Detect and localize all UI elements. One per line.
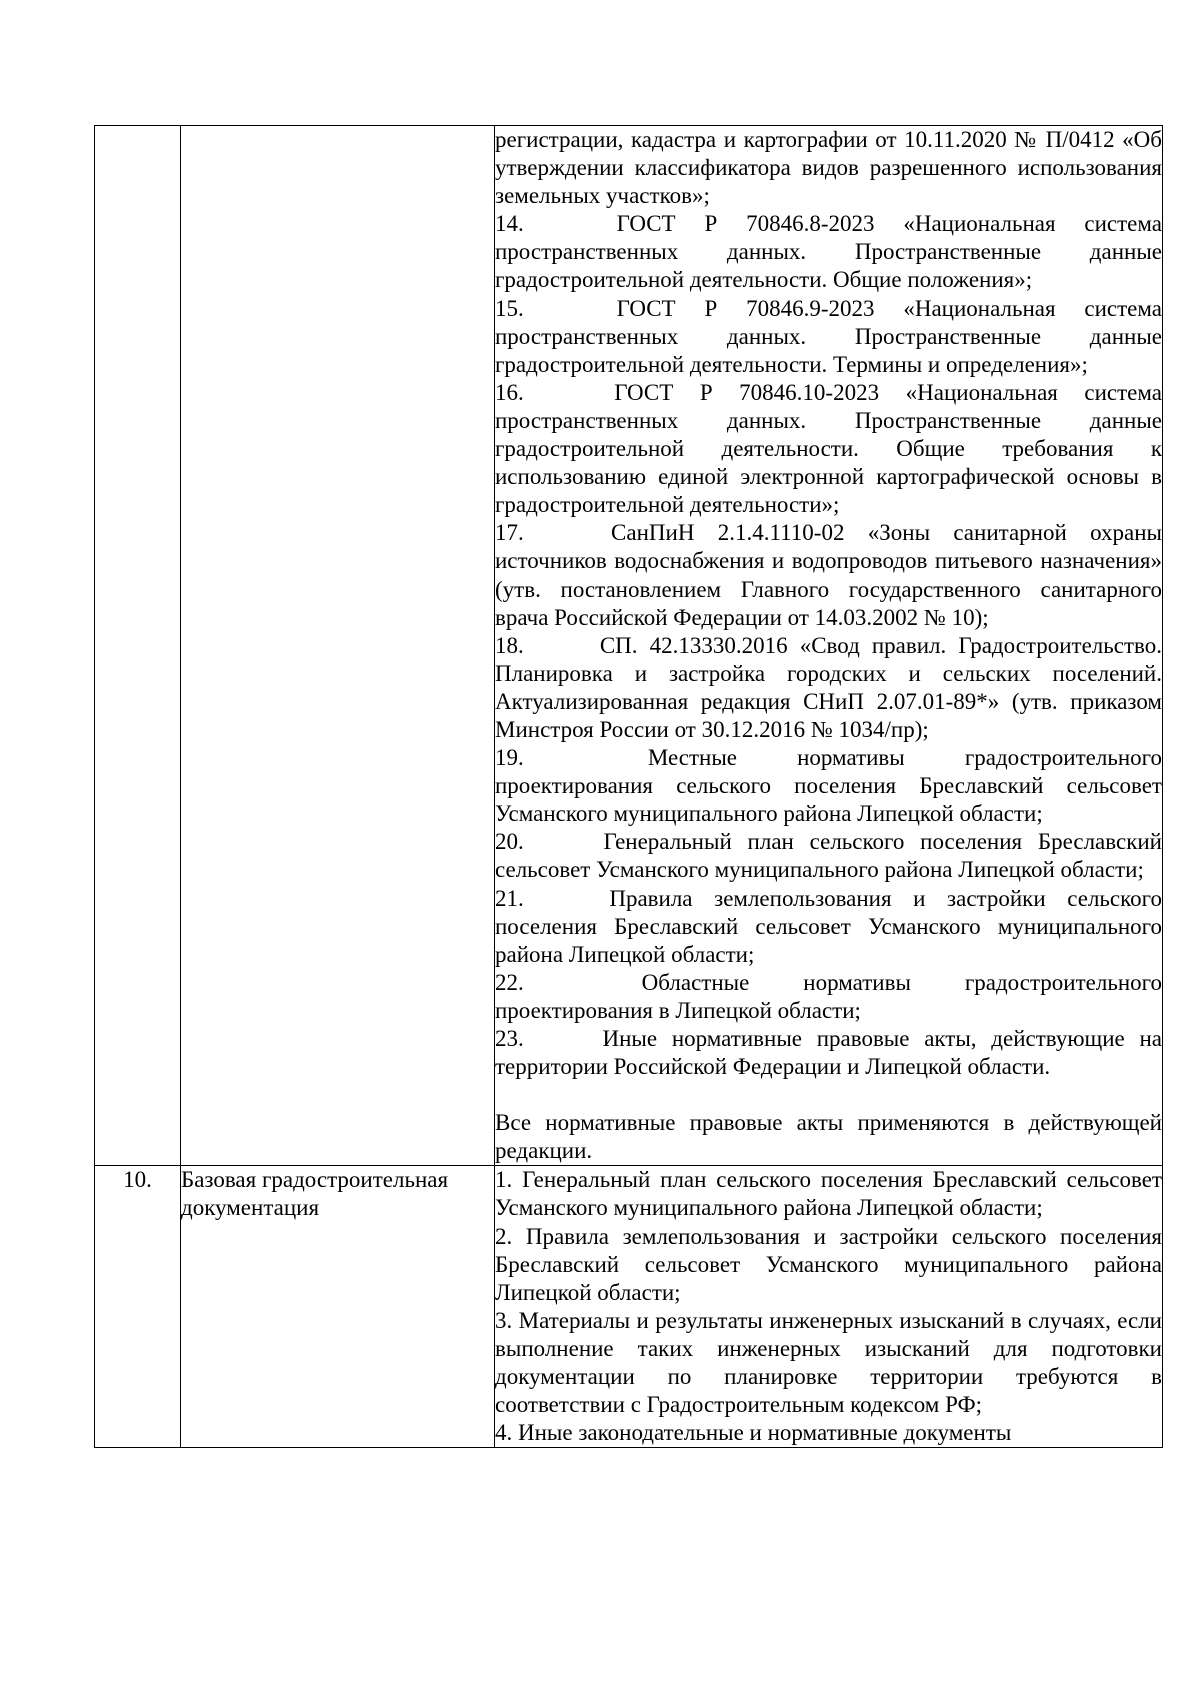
item-number: 16. bbox=[495, 379, 524, 405]
row-number-cell: 10. bbox=[95, 1166, 181, 1448]
list-paragraph bbox=[495, 828, 1162, 884]
table-row bbox=[95, 1166, 1163, 1448]
item-number: 18. bbox=[495, 632, 524, 658]
item-text: Местные нормативы градостроительного проектирования сельского поселения Бреславский сельсовет Усманского муниципального района Липецкой области; bbox=[495, 745, 1162, 827]
row-content-cell bbox=[495, 126, 1163, 1166]
list-paragraph bbox=[495, 379, 1162, 519]
list-paragraph: 3. Материалы и результаты инженерных изысканий в случаях, если выполнение таких инженерных изысканий для подготовки документации по планировке территории требуются в соответствии с Градостроительным кодексом РФ; bbox=[495, 1307, 1162, 1418]
item-text: Иные нормативные правовые акты, действующие на территории Российской Федерации и Липецкой области. bbox=[495, 1026, 1162, 1080]
item-number: 15. bbox=[495, 295, 524, 321]
list-paragraph: регистрации, кадастра и картографии от 10.11.2020 № П/0412 «Об утверждении классификатора видов разрешенного использования земельных участков»; bbox=[495, 127, 1162, 209]
item-number: 19. bbox=[495, 745, 524, 771]
item-number: 14. bbox=[495, 211, 524, 237]
list-paragraph bbox=[495, 632, 1162, 744]
item-number: 22. bbox=[495, 969, 524, 995]
row-number-cell bbox=[95, 126, 181, 1166]
list-paragraph bbox=[495, 1025, 1162, 1081]
row-name-cell bbox=[181, 126, 495, 1166]
item-number: 20. bbox=[495, 829, 524, 855]
list-paragraph bbox=[495, 210, 1162, 294]
paragraph-gap bbox=[495, 1081, 1162, 1109]
item-number: 23. bbox=[495, 1026, 524, 1051]
row-name-cell: Базовая градостроительная документация bbox=[181, 1166, 495, 1448]
item-text: ГОСТ Р 70846.8-2023 «Национальная система пространственных данных. Пространственные данные градостроительной деятельности. Общие положения»; bbox=[495, 211, 1162, 293]
list-paragraph bbox=[495, 969, 1162, 1025]
norms-list bbox=[495, 126, 1162, 1081]
list-paragraph bbox=[495, 295, 1162, 379]
list-paragraph bbox=[495, 885, 1162, 969]
list-paragraph bbox=[495, 744, 1162, 828]
table-row bbox=[95, 126, 1163, 1166]
row-content-cell bbox=[495, 1166, 1163, 1448]
item-text: Областные нормативы градостроительного проектирования в Липецкой области; bbox=[495, 969, 1162, 1023]
list-paragraph: 1. Генеральный план сельского поселения Бреславский сельсовет Усманского муниципального района Липецкой области; bbox=[495, 1167, 1162, 1221]
item-text: Генеральный план сельского поселения Бреславский сельсовет Усманского муниципального района Липецкой области; bbox=[495, 829, 1162, 883]
base-docs-list bbox=[495, 1166, 1162, 1447]
item-number: 17. bbox=[495, 520, 524, 546]
item-text: СанПиН 2.1.4.1110-02 «Зоны санитарной охраны источников водоснабжения и водопроводов питьевого назначения» (утв. постановлением Главного государственного санитарного врача Российской Федерации от 14.03.2002 № 10); bbox=[495, 520, 1162, 630]
item-text: ГОСТ Р 70846.10-2023 «Национальная система пространственных данных. Пространственные данные градостроительной деятельности. Общие требования к использованию единой электронной картографической основы в градостроительной деятельности»; bbox=[495, 379, 1162, 518]
item-number: 21. bbox=[495, 885, 524, 911]
requirements-table bbox=[94, 125, 1163, 1448]
list-paragraph: 2. Правила землепользования и застройки сельского поселения Бреславский сельсовет Усманского муниципального района Липецкой области; bbox=[495, 1223, 1162, 1305]
list-paragraph: 4. Иные законодательные и нормативные документы bbox=[495, 1420, 1012, 1446]
item-text: ГОСТ Р 70846.9-2023 «Национальная система пространственных данных. Пространственные данные градостроительной деятельности. Термины и определения»; bbox=[495, 295, 1162, 377]
list-paragraph bbox=[495, 519, 1162, 631]
document-page bbox=[94, 125, 1162, 1448]
editions-note: Все нормативные правовые акты применяются в действующей редакции. bbox=[495, 1110, 1162, 1164]
item-text: СП. 42.13330.2016 «Свод правил. Градостроительство. Планировка и застройка городских и сельских поселений. Актуализированная редакция СНиП 2.07.01-89*» (утв. приказом Минстроя России от 30.12.2016 № 1034/пр); bbox=[495, 632, 1162, 742]
item-text: Правила землепользования и застройки сельского поселения Бреславский сельсовет Усманского муниципального района Липецкой области; bbox=[495, 885, 1162, 967]
